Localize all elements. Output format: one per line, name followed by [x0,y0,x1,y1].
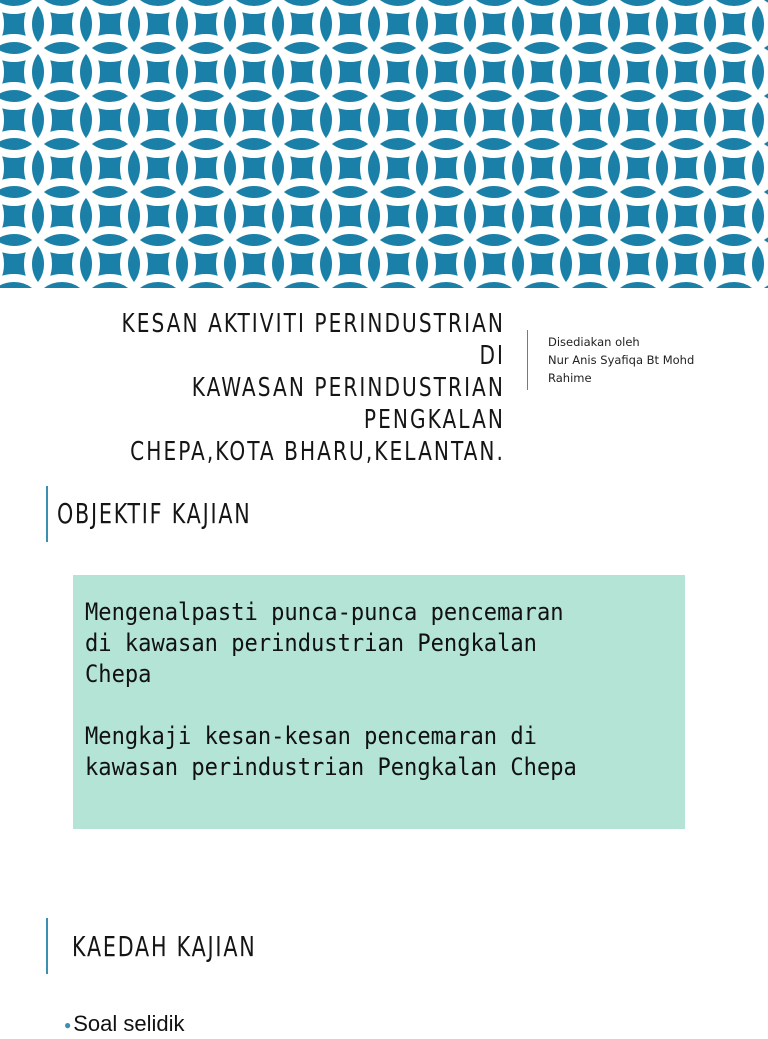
objektif-item-1-line-3: Chepa [85,660,152,688]
title-divider [527,330,528,390]
objektif-item-2-line-2: kawasan perindustrian Pengkalan Chepa [85,753,577,781]
objektif-content-box [73,575,685,829]
objektif-item-1 [85,597,674,690]
decorative-pattern-banner [0,0,768,288]
presentation-title [88,308,505,468]
list-item [64,1010,464,1039]
objektif-heading: OBJEKTIF KAJIAN [57,497,252,530]
objektif-item-2-line-1: Mengkaji kesan-kesan pencemaran di [85,722,537,750]
kaedah-accent-bar [46,918,48,974]
kaedah-heading: KAEDAH KAJIAN [72,930,257,963]
author-info [548,333,748,387]
author-label: Disediakan oleh [548,335,640,349]
author-name-line-2: Rahime [548,371,592,385]
title-line-3: CHEPA,KOTA BHARU,KELANTAN. [130,437,505,467]
objektif-item-1-line-1: Mengenalpasti punca-punca pencemaran [85,598,564,626]
title-line-2: KAWASAN PERINDUSTRIAN PENGKALAN [191,373,505,435]
objektif-item-2 [85,721,674,783]
kaedah-list [64,1010,464,1039]
objektif-accent-bar [46,486,48,542]
title-line-1: KESAN AKTIVITI PERINDUSTRIAN DI [121,309,505,371]
author-name-line-1: Nur Anis Syafiqa Bt Mohd [548,353,695,367]
kaedah-item-1: Soal selidik [73,1011,185,1036]
bullet-icon: ● [64,1018,72,1033]
objektif-item-1-line-2: di kawasan perindustrian Pengkalan [85,629,537,657]
